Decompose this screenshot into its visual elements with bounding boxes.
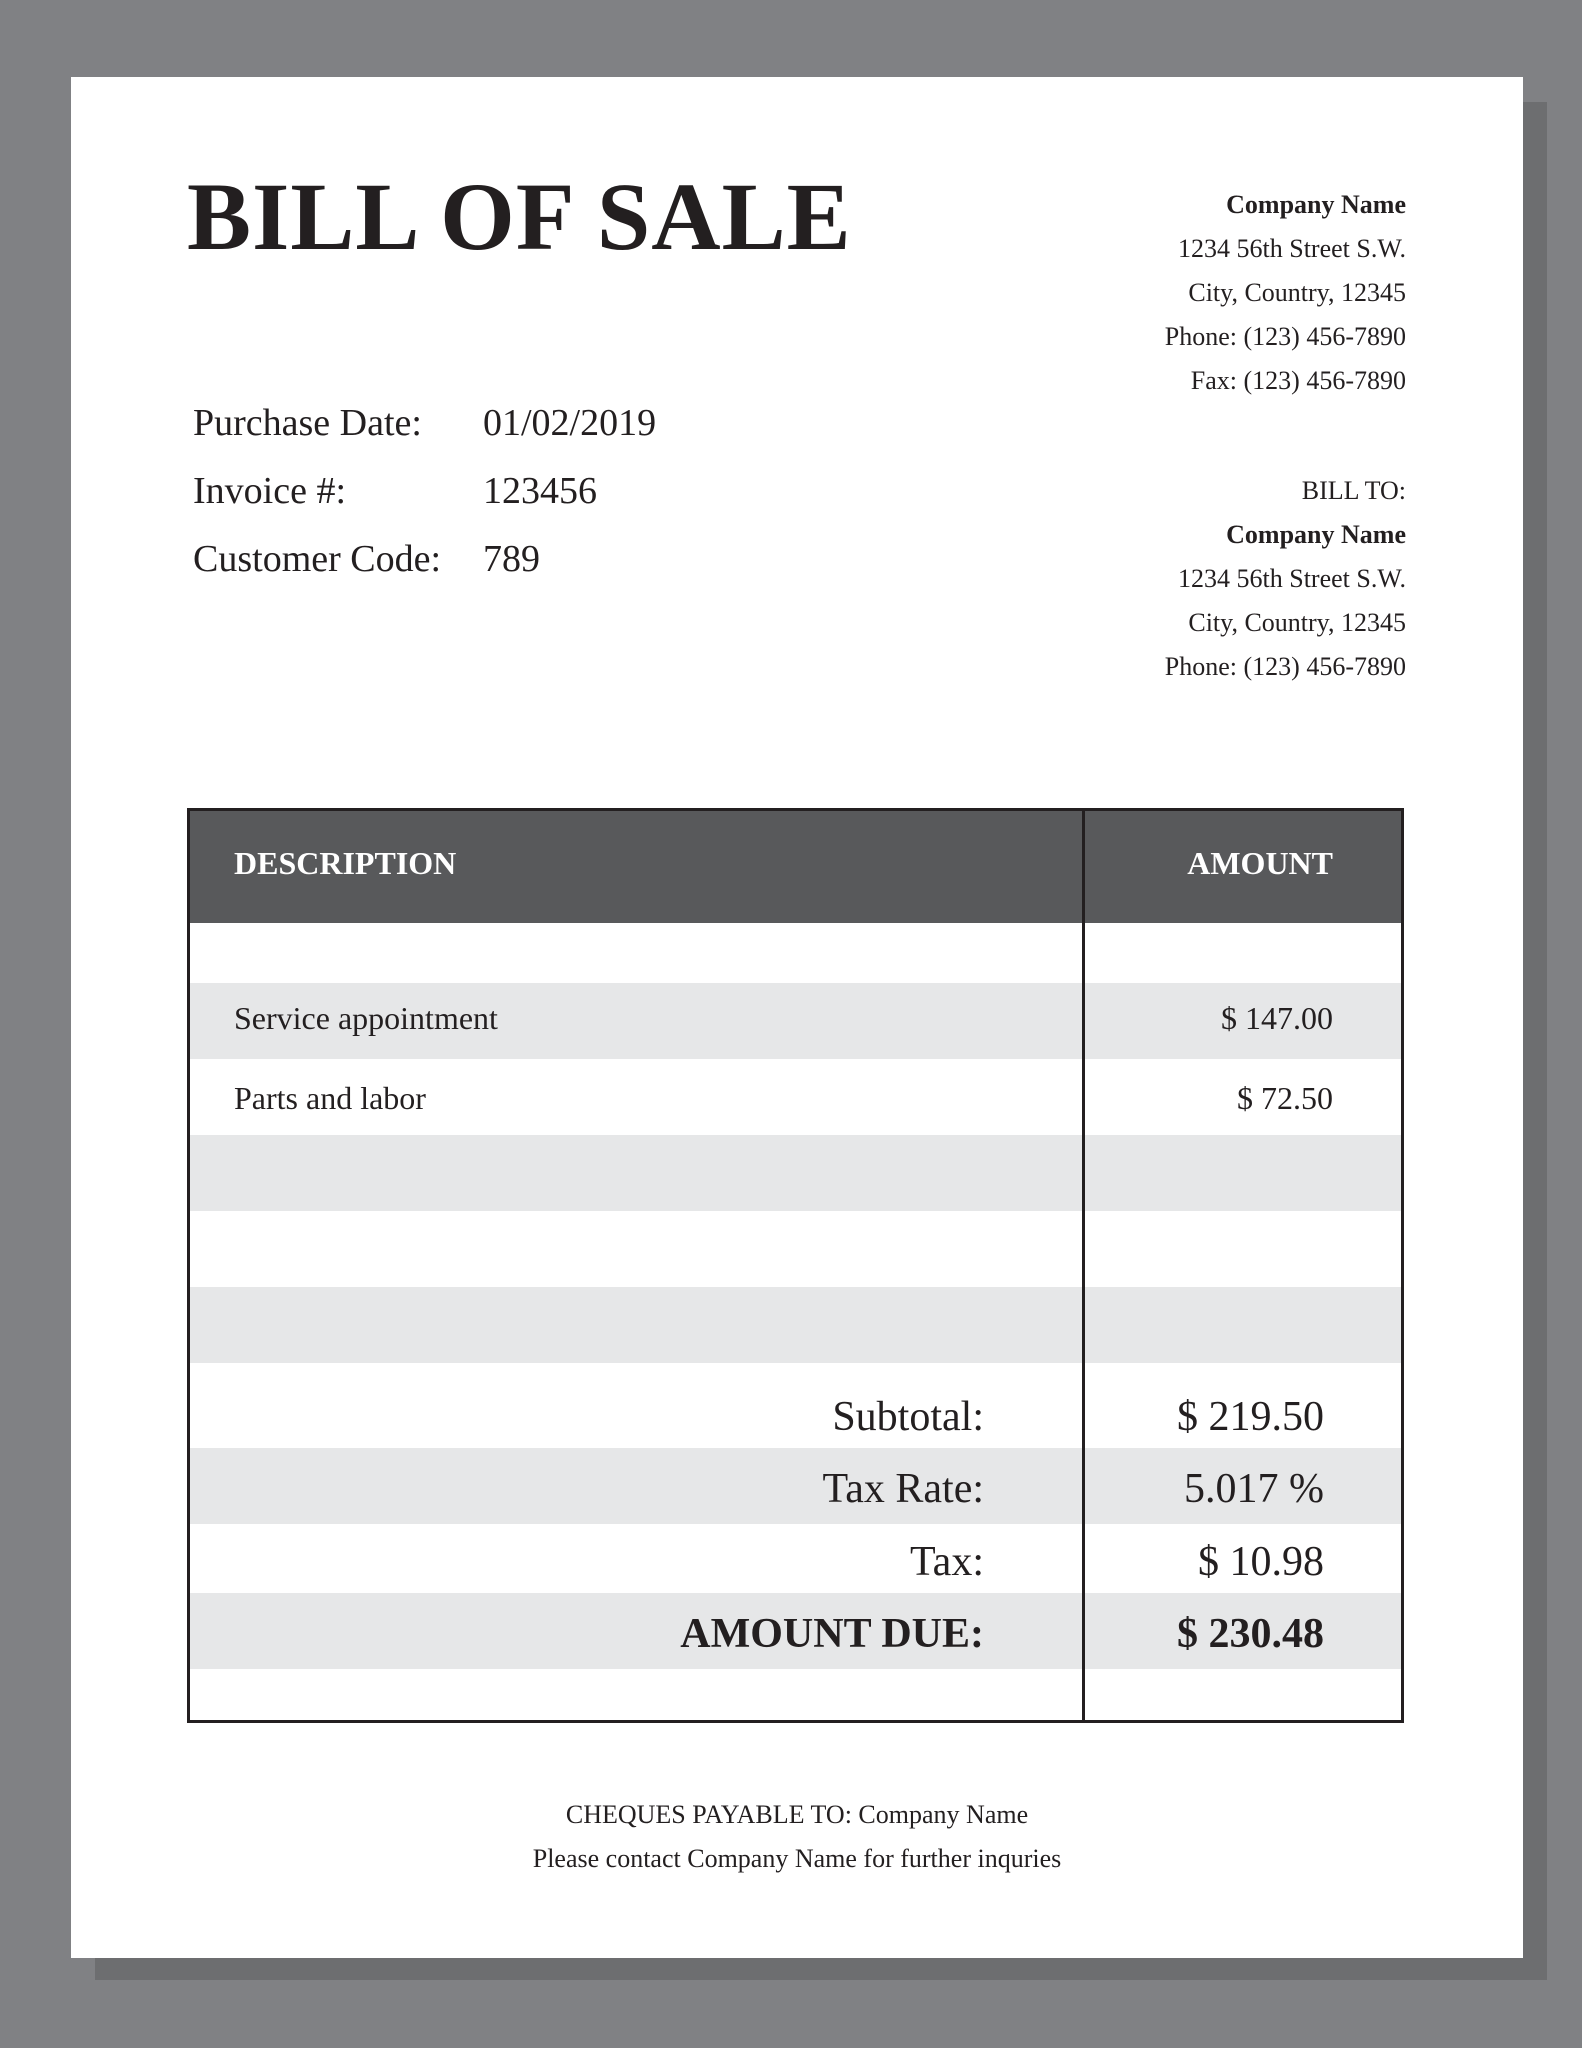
seller-street: 1234 56th Street S.W. (1178, 234, 1406, 263)
customer-code-value: 789 (483, 538, 540, 580)
invoice-meta (193, 389, 656, 593)
subtotal-value: $ 219.50 (1177, 1394, 1324, 1440)
amount-due-value: $ 230.48 (1177, 1611, 1324, 1657)
invoice-number-label: Invoice #: (193, 470, 347, 512)
table-row-band (190, 1135, 1401, 1211)
bill-to-street: 1234 56th Street S.W. (1178, 564, 1406, 593)
purchase-date-row (193, 389, 656, 457)
table-header (190, 811, 1401, 923)
bill-to-phone: Phone: (123) 456-7890 (1164, 652, 1406, 681)
table-row-band (190, 1287, 1401, 1363)
customer-code-label: Customer Code: (193, 538, 442, 580)
invoice-number-row (193, 457, 656, 525)
invoice-page (71, 77, 1523, 1958)
line-item-description: Parts and labor (234, 1080, 426, 1116)
invoice-number-value: 123456 (483, 470, 597, 512)
cheques-payable-note: CHEQUES PAYABLE TO: Company Name (565, 1800, 1029, 1829)
column-divider (1082, 811, 1085, 1720)
purchase-date-value: 01/02/2019 (483, 402, 657, 444)
tax-label: Tax: (909, 1539, 984, 1585)
purchase-date-label: Purchase Date: (193, 402, 422, 444)
line-item-amount: $ 72.50 (1237, 1080, 1333, 1116)
seller-name: Company Name (1226, 190, 1406, 219)
line-item-description: Service appointment (234, 1000, 498, 1036)
seller-phone: Phone: (123) 456-7890 (1164, 322, 1406, 351)
amount-due-label: AMOUNT DUE: (680, 1611, 984, 1657)
bill-to-block (1165, 469, 1406, 689)
bill-to-heading: BILL TO: (1301, 476, 1406, 505)
bill-to-city: City, Country, 12345 (1188, 608, 1406, 637)
tax-rate-value: 5.017 % (1184, 1466, 1324, 1512)
seller-city: City, Country, 12345 (1188, 278, 1406, 307)
bill-to-name: Company Name (1226, 520, 1406, 549)
seller-fax: Fax: (123) 456-7890 (1190, 366, 1406, 395)
contact-note: Please contact Company Name for further inquries (532, 1844, 1062, 1873)
tax-value: $ 10.98 (1198, 1539, 1324, 1585)
tax-rate-label: Tax Rate: (822, 1466, 984, 1512)
subtotal-label: Subtotal: (832, 1394, 984, 1440)
description-column-header: DESCRIPTION (234, 845, 457, 881)
customer-code-row (193, 525, 656, 593)
seller-address-block (1165, 183, 1406, 403)
amount-column-header: AMOUNT (1187, 845, 1333, 881)
line-items-table (187, 808, 1404, 1723)
footer (71, 1793, 1523, 1881)
document-title: BILL OF SALE (187, 163, 852, 270)
line-item-amount: $ 147.00 (1221, 1000, 1333, 1036)
